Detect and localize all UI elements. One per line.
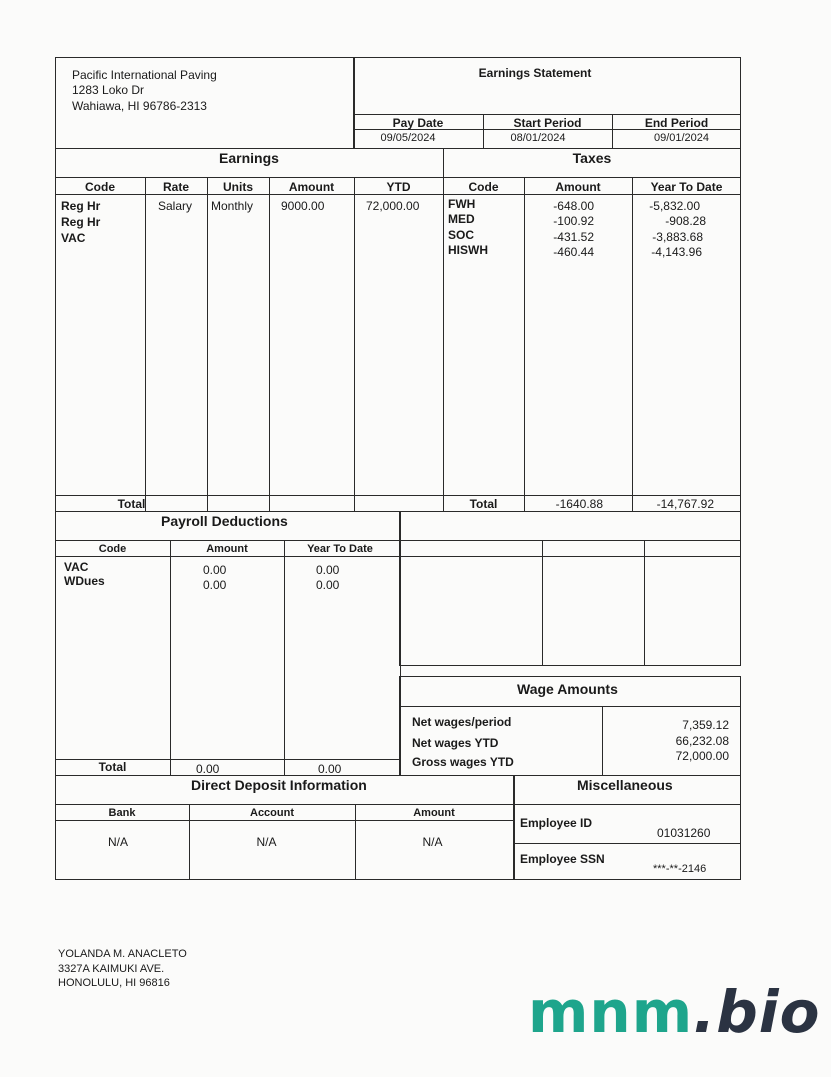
pay-date-label: Pay Date	[392, 116, 444, 130]
tax-amount: -100.92	[553, 214, 594, 228]
taxes-total-label: Total	[469, 497, 498, 511]
divider	[353, 114, 741, 115]
divider	[145, 177, 146, 512]
divider	[443, 148, 444, 512]
taxes-total-ytd: -14,767.92	[656, 497, 714, 511]
deductions-header-ytd: Year To Date	[307, 543, 373, 555]
end-period: 09/01/2024	[653, 132, 710, 144]
deduction-amount: 0.00	[203, 578, 227, 592]
net-wages-period: 7,359.12	[682, 718, 729, 732]
earnings-ytd: 72,000.00	[366, 199, 420, 213]
earnings-code: Reg Hr	[61, 199, 101, 213]
divider	[207, 177, 208, 512]
divider	[55, 804, 741, 805]
earnings-header-amount: Amount	[288, 180, 335, 194]
deposit-bank: N/A	[107, 835, 128, 849]
deposit-title: Direct Deposit Information	[191, 777, 367, 793]
earnings-header-ytd: YTD	[386, 180, 411, 194]
divider	[354, 177, 355, 512]
deductions-title: Payroll Deductions	[161, 513, 288, 529]
net-wages-period-label: Net wages/period	[412, 715, 512, 729]
taxes-total-amount: -1640.88	[555, 497, 603, 511]
taxes-title: Taxes	[572, 150, 612, 166]
start-period: 08/01/2024	[510, 132, 566, 144]
tax-ytd: -3,883.68	[652, 230, 703, 244]
start-period-label: Start Period	[513, 116, 582, 130]
tax-amount: -431.52	[553, 230, 594, 244]
tax-code: SOC	[448, 228, 475, 242]
misc-title: Miscellaneous	[577, 777, 673, 793]
divider	[513, 843, 741, 844]
deductions-header-amount: Amount	[206, 543, 248, 555]
earnings-header-code: Code	[85, 180, 115, 194]
net-wages-ytd: 66,232.08	[675, 734, 729, 748]
deduction-code: WDues	[64, 574, 105, 588]
taxes-header-ytd: Year To Date	[650, 180, 723, 194]
employee-ssn-label: Employee SSN	[520, 852, 605, 866]
deduction-amount: 0.00	[203, 563, 227, 577]
divider	[269, 177, 270, 512]
deduction-ytd: 0.00	[316, 578, 340, 592]
deposit-header-amount: Amount	[413, 807, 455, 819]
earnings-title: Earnings	[219, 150, 279, 166]
divider	[55, 820, 515, 821]
tax-amount: -648.00	[553, 199, 594, 213]
deductions-total-ytd: 0.00	[318, 762, 342, 776]
employee-name: YOLANDA M. ANACLETO	[58, 948, 187, 960]
tax-ytd: -908.28	[665, 214, 706, 228]
tax-ytd: -4,143.96	[651, 245, 702, 259]
gross-wages-ytd: 72,000.00	[675, 749, 729, 763]
company-address-1: 1283 Loko Dr	[72, 83, 145, 97]
divider	[542, 540, 543, 666]
earnings-units: Monthly	[211, 199, 254, 213]
company-address-2: Wahiawa, HI 96786-2313	[72, 99, 207, 113]
pay-date: 09/05/2024	[380, 132, 436, 144]
mnm-bio-logo	[528, 978, 820, 1046]
earnings-code: Reg Hr	[61, 215, 101, 229]
tax-code: HISWH	[448, 243, 488, 257]
taxes-header-code: Code	[468, 180, 499, 194]
employee-id-label: Employee ID	[520, 816, 593, 830]
deductions-total-amount: 0.00	[196, 762, 220, 776]
earnings-header-units: Units	[223, 180, 253, 194]
tax-ytd: -5,832.00	[649, 199, 700, 213]
divider	[55, 194, 741, 195]
tax-code: MED	[448, 212, 475, 226]
earnings-total-label: Total	[117, 497, 146, 511]
divider	[284, 540, 285, 776]
blank-grid-box	[399, 511, 741, 666]
divider	[55, 177, 741, 178]
gross-wages-ytd-label: Gross wages YTD	[412, 755, 514, 769]
statement-title: Earnings Statement	[478, 66, 592, 80]
earnings-amount: 9000.00	[281, 199, 325, 213]
earnings-header-rate: Rate	[162, 180, 189, 194]
net-wages-ytd-label: Net wages YTD	[412, 736, 499, 750]
deductions-total-label: Total	[98, 760, 127, 774]
divider	[55, 495, 741, 496]
employee-ssn: ***-**-2146	[653, 863, 707, 875]
earnings-code: VAC	[61, 231, 86, 245]
deposit-header-account: Account	[250, 807, 294, 819]
deductions-header-code: Code	[98, 543, 127, 555]
deposit-account: N/A	[256, 835, 277, 849]
earnings-rate: Salary	[158, 199, 193, 213]
tax-code: FWH	[448, 197, 476, 211]
deposit-header-bank: Bank	[108, 807, 136, 819]
divider	[399, 706, 741, 707]
company-name: Pacific International Paving	[72, 68, 217, 82]
employee-address-2: HONOLULU, HI 96816	[58, 977, 170, 989]
logo-part-1: mnm	[528, 978, 694, 1046]
divider	[644, 540, 645, 666]
tax-amount: -460.44	[553, 245, 594, 259]
deduction-code: VAC	[64, 560, 89, 574]
deduction-ytd: 0.00	[316, 563, 340, 577]
taxes-header-amount: Amount	[555, 180, 601, 194]
logo-part-2: .bio	[693, 978, 821, 1046]
divider	[170, 540, 171, 776]
end-period-label: End Period	[644, 116, 709, 130]
wages-title: Wage Amounts	[517, 681, 618, 697]
employee-address-1: 3327A KAIMUKI AVE.	[58, 963, 165, 975]
employee-id: 01031260	[657, 826, 711, 840]
deposit-amount: N/A	[422, 835, 443, 849]
